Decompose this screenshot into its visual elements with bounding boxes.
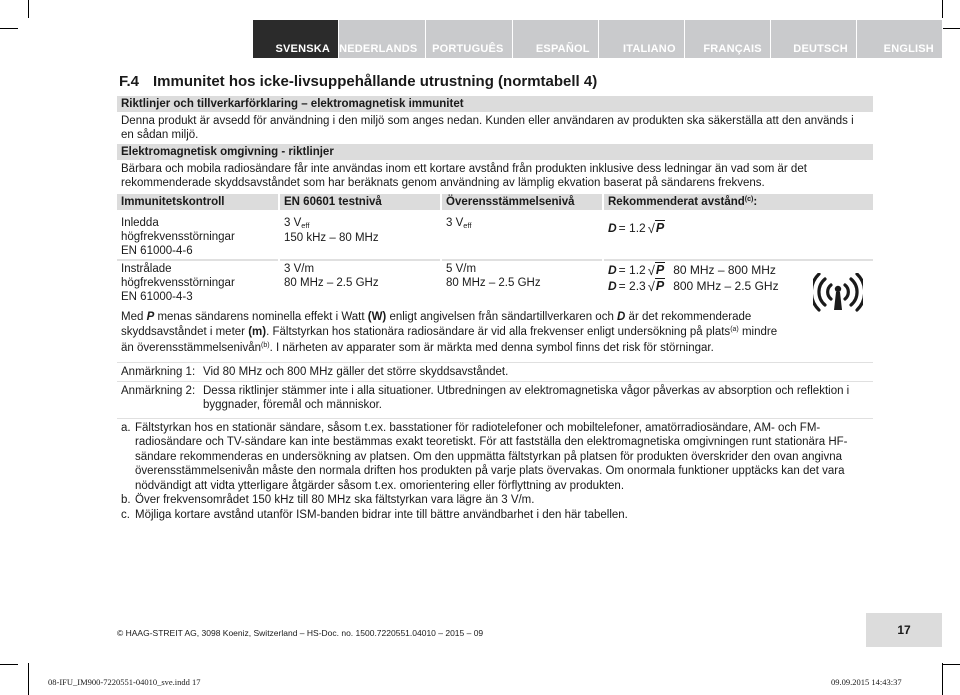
environment-heading: Elektromagnetisk omgivning - riktlinjer xyxy=(117,144,873,160)
footnote-key: c. xyxy=(121,508,130,521)
table-cell xyxy=(603,212,873,261)
test-name: Inledda högfrekvensstörningar xyxy=(121,217,235,243)
table-header: EN 60601 testnivå xyxy=(279,194,441,212)
formula-root: P xyxy=(655,221,665,235)
text-run: . I närheten av apparater som är märkta med denna symbol finns det risk för störningar. xyxy=(269,342,714,354)
formula-factor: = 1.2 xyxy=(618,262,646,277)
radiation-warning-icon xyxy=(813,273,863,313)
formula-d: D xyxy=(608,262,617,277)
print-slug-file: 08-IFU_IM900-7220551-04010_sve.indd 17 xyxy=(48,677,201,687)
level-freq: 150 kHz – 80 MHz xyxy=(284,232,379,244)
test-standard: EN 61000-4-3 xyxy=(121,291,193,303)
remark-item xyxy=(117,381,873,414)
header-text: Rekommenderat avstånd xyxy=(608,196,745,208)
formula-factor: = 1.2 xyxy=(618,220,646,235)
footnote-item xyxy=(117,493,873,508)
print-slug-date: 09.09.2015 14:43:37 xyxy=(831,677,902,687)
sqrt-symbol: √ P xyxy=(647,263,665,278)
footnote-text: Möjliga kortare avstånd utanför ISM-banden bidrar inte till bättre användbarhet i den här tabellen. xyxy=(135,508,628,521)
compliance-value: 5 V/m xyxy=(446,263,477,275)
formula-range: 800 MHz – 2.5 GHz xyxy=(673,278,779,293)
copyright-text: © HAAG-STREIT AG, 3098 Koeniz, Switzerland – HS-Doc. no. 1500.7220551.04010 – 2015 – 09 xyxy=(117,628,484,638)
test-name: Instrålade högfrekvensstörningar xyxy=(121,263,235,289)
tab-portugues[interactable]: PORTUGUÊS xyxy=(426,20,511,58)
crop-mark xyxy=(28,0,29,18)
compliance-freq: 80 MHz – 2.5 GHz xyxy=(446,277,541,289)
main-content xyxy=(117,73,873,522)
explanation-text xyxy=(117,310,797,358)
table-row xyxy=(117,260,873,305)
footnote-ref: (a) xyxy=(730,325,739,333)
compliance-sub: eff xyxy=(463,221,472,230)
remarks xyxy=(117,362,873,414)
tab-english[interactable]: ENGLISH xyxy=(857,20,942,58)
table-header: Överensstämmelsenivå xyxy=(441,194,603,212)
test-standard: EN 61000-4-6 xyxy=(121,245,193,257)
table-header xyxy=(603,194,873,212)
formula-root: P xyxy=(655,263,665,277)
text-run: är det rekommenderade skyddsavståndet i meter xyxy=(121,311,752,338)
remark-item xyxy=(117,362,873,381)
compliance-value: 3 V xyxy=(446,217,464,229)
table-header: Immunitetskontroll xyxy=(117,194,279,212)
footnote-key: a. xyxy=(121,421,131,434)
level-value: 3 V xyxy=(284,217,302,229)
guidelines-text: Denna produkt är avsedd för användning i den miljö som anges nedan. Kunden eller användaren av produkten ska säkerställa att den används i en sådan miljö. xyxy=(121,115,854,141)
table-cell xyxy=(441,260,603,305)
level-freq: 80 MHz – 2.5 GHz xyxy=(284,277,379,289)
crop-mark xyxy=(942,663,943,695)
remark-label: Anmärkning 1: xyxy=(121,365,196,378)
page-number: 17 xyxy=(866,613,942,647)
formula-root: P xyxy=(655,279,665,293)
unit-m: (m) xyxy=(248,325,267,338)
table-cell xyxy=(279,212,441,261)
header-colon: : xyxy=(753,196,758,208)
table-cell xyxy=(441,212,603,261)
formula-d: D xyxy=(608,278,617,293)
tab-deutsch[interactable]: DEUTSCH xyxy=(771,20,856,58)
crop-mark xyxy=(942,0,943,18)
tab-francais[interactable]: FRANÇAIS xyxy=(685,20,770,58)
crop-mark xyxy=(943,28,960,29)
symbol-d: D xyxy=(617,311,626,323)
tab-italiano[interactable]: ITALIANO xyxy=(599,20,684,58)
table-row xyxy=(117,212,873,261)
sqrt-symbol: √ P xyxy=(647,279,665,294)
immunity-table xyxy=(117,194,873,305)
level-value: 3 V/m xyxy=(284,263,315,275)
remark-text: Vid 80 MHz och 800 MHz gäller det större skyddsavståndet. xyxy=(203,365,509,378)
text-run: menas sändarens nominella effekt i Watt xyxy=(154,311,368,323)
remark-label: Anmärkning 2: xyxy=(121,384,196,397)
text-run: . Fältstyrkan hos stationära radiosändare är vid alla frekvenser enligt undersökning på plats xyxy=(266,325,731,338)
crop-mark xyxy=(943,664,960,665)
text-run: Med xyxy=(121,311,147,323)
footnote-item xyxy=(117,421,873,494)
table-cell xyxy=(279,260,441,305)
text-run: mindre än överensstämmelsenivån xyxy=(121,325,778,354)
formula-factor: = 2.3 xyxy=(618,278,646,293)
guidelines-heading: Riktlinjer och tillverkarförklaring – elektromagnetisk immunitet xyxy=(117,96,873,112)
level-sub: eff xyxy=(301,221,310,230)
tab-nederlands[interactable]: NEDERLANDS xyxy=(339,20,425,58)
crop-mark xyxy=(0,664,18,665)
tab-espanol[interactable]: ESPAÑOL xyxy=(513,20,598,58)
language-tabs xyxy=(253,20,942,58)
crop-mark xyxy=(28,663,29,695)
footnote-ref: (b) xyxy=(261,342,270,349)
table-cell xyxy=(117,212,279,261)
header-sup: (c) xyxy=(744,196,754,203)
section-title xyxy=(119,73,873,91)
footnote-text: Över frekvensområdet 150 kHz till 80 MHz ska fältstyrkan vara lägre än 3 V/m. xyxy=(135,494,535,506)
sqrt-symbol: √ P xyxy=(647,221,665,236)
footnote-item xyxy=(117,508,873,523)
formula-range: 80 MHz – 800 MHz xyxy=(673,262,776,277)
section-number: F.4 xyxy=(119,73,140,90)
footnote-key: b. xyxy=(121,494,131,506)
footnote-text: Fältstyrkan hos en stationär sändare, såsom t.ex. basstationer för radiotelefoner och mobiltelefoner, amatörradiosändare, AM- och FM-radiosändare och TV-sändare kan inte bestämmas exakt teoretiskt. För att fastställa den elektromagnetiska omgivningen runt stationära HF-sändare rekommenderas en undersökning av platsen. Om den uppmätta fältstyrkan på platsen för produkten överskrider den ovan angivna överensstämmelsenivån måste den normala driften hos produkten på varje plats övervakas. Om onormala funktioner upptäcks kan det vara nödvändigt att vidta ytterligare åtgärder såsom t.ex. omorientering eller förflyttning av produkten. xyxy=(135,421,848,492)
environment-text: Bärbara och mobila radiosändare får inte användas inom ett kortare avstånd från produkten inklusive dess ledningar än vad som är det rekommenderade skyddsavståndet som har beräknats genom användning av lämplig ekvation baserat på sändarens frekvens. xyxy=(121,163,807,189)
tab-svenska[interactable]: SVENSKA xyxy=(253,20,338,58)
footnotes xyxy=(117,418,873,523)
table-cell xyxy=(117,260,279,305)
text-run: enligt angivelsen från sändartillverkaren och xyxy=(386,311,618,323)
formula-d: D xyxy=(608,220,617,235)
remark-text: Dessa riktlinjer stämmer inte i alla situationer. Utbredningen av elektromagnetiska vågor påverkas av absorption och reflektion i byggnader, föremål och människor. xyxy=(203,384,850,411)
crop-mark xyxy=(0,28,18,29)
symbol-p: P xyxy=(146,311,155,323)
section-heading: Immunitet hos icke-livsuppehållande utrustning (normtabell 4) xyxy=(153,73,598,90)
unit-w: (W) xyxy=(367,311,387,323)
distance-formula xyxy=(608,220,869,236)
